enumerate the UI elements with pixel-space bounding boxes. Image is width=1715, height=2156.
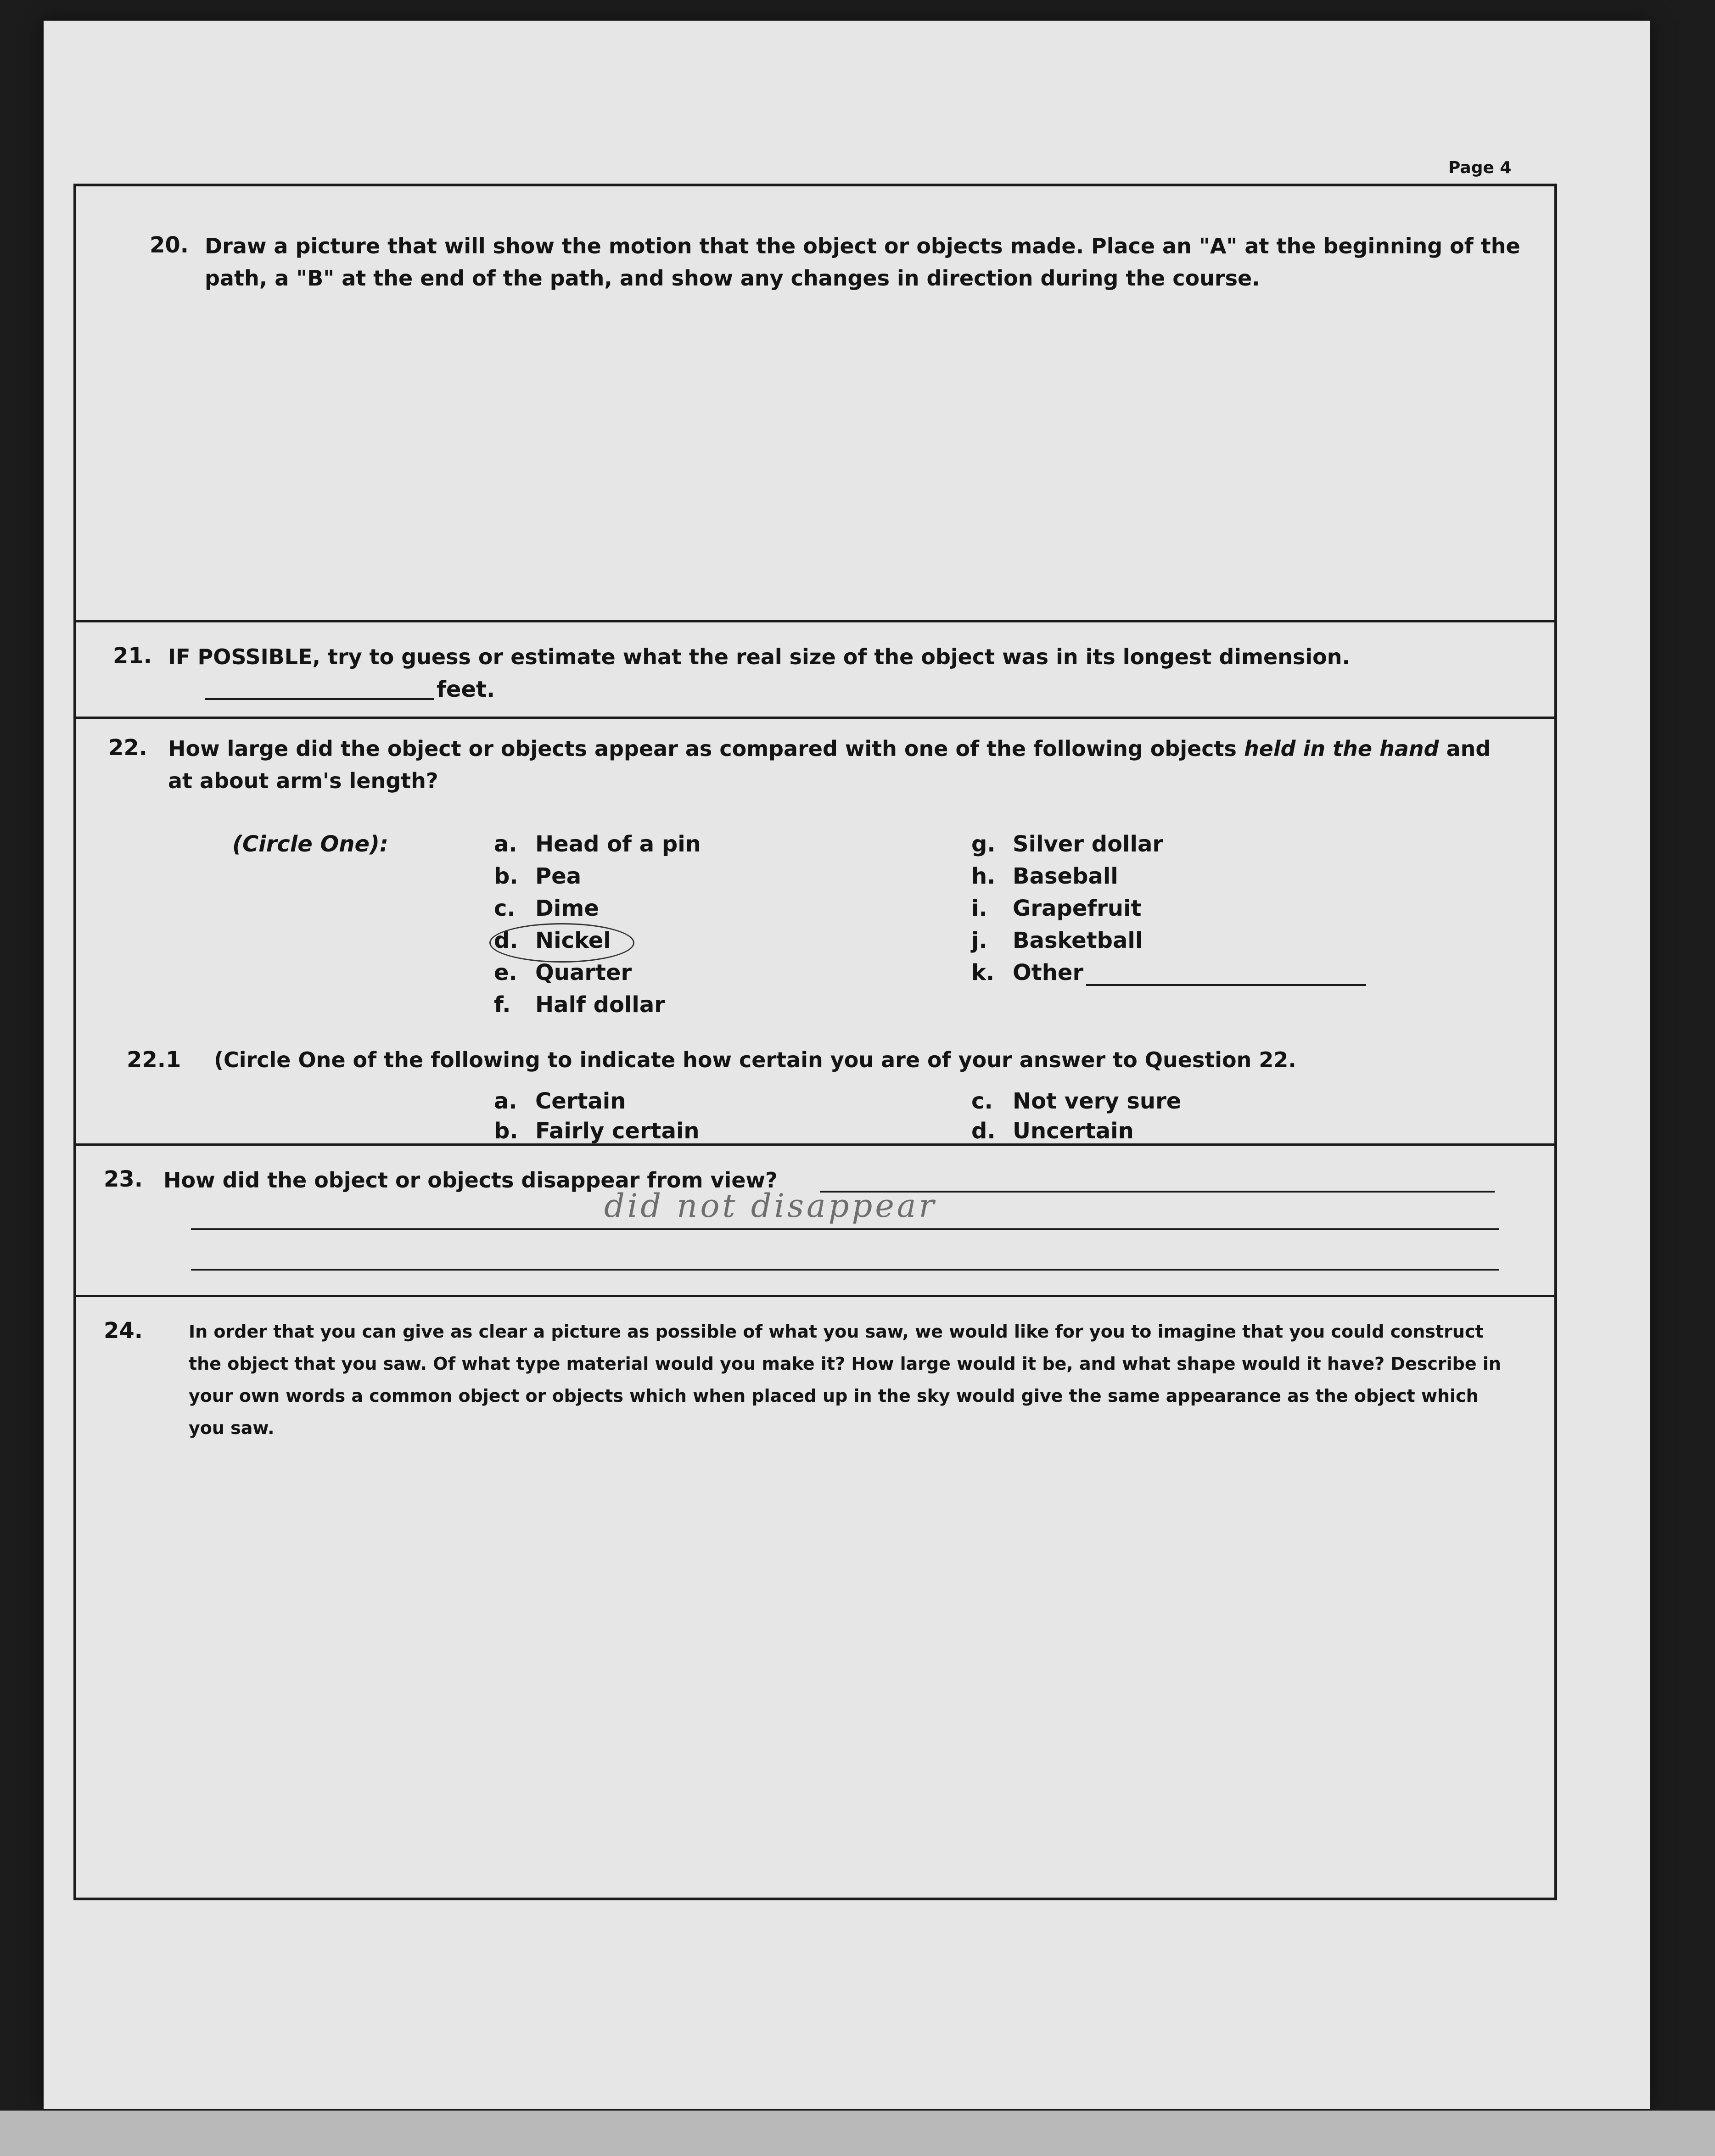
handwritten-answer: did not disappear (604, 1187, 937, 1225)
scan-bottom-band (0, 2111, 1715, 2156)
option-h[interactable] (971, 863, 1118, 889)
option-label: Other (1013, 960, 1084, 986)
option-label: Quarter (535, 960, 632, 986)
option-k[interactable] (971, 960, 1083, 986)
answer-area[interactable] (104, 1449, 1527, 1876)
unit-label: feet. (437, 677, 495, 702)
option-g[interactable] (971, 831, 1163, 857)
question-number: 20. (150, 232, 189, 258)
option-c[interactable] (494, 896, 599, 921)
option-letter: e. (494, 960, 517, 986)
option-letter: c. (971, 1088, 993, 1114)
option-a[interactable] (494, 831, 701, 857)
option-letter: b. (494, 1118, 518, 1144)
option-letter: a. (494, 831, 517, 857)
option-label: Basketball (1013, 928, 1143, 953)
selection-circle (489, 923, 634, 963)
option-label: Uncertain (1013, 1118, 1134, 1144)
option-letter: k. (971, 960, 995, 986)
question-text: (Circle One of the following to indicate how certain you are of your answer to Question 22. (214, 1047, 1296, 1072)
answer-line-2[interactable] (191, 1228, 1499, 1230)
option-letter: c. (494, 896, 516, 921)
option-letter: g. (971, 831, 996, 857)
option-letter: d. (971, 1118, 996, 1144)
option-label: Baseball (1013, 863, 1118, 889)
question-text (168, 733, 1499, 797)
option-label: Nickel (535, 928, 611, 953)
option-label: Pea (535, 863, 582, 889)
option-j[interactable] (971, 928, 1143, 953)
option-label: Half dollar (535, 992, 665, 1018)
page-number: Page 4 (1448, 158, 1512, 177)
question-22-section (76, 719, 1554, 1146)
question-text-end: and at about arm's length? (168, 736, 1491, 793)
option-letter: d. (494, 928, 518, 953)
question-text: IF POSSIBLE, try to guess or estimate what the real size of the object was in its longest dimension. (168, 644, 1350, 669)
option-letter: i. (971, 896, 987, 921)
option-label: Fairly certain (535, 1118, 700, 1144)
question-text-emphasis: held in the hand (1244, 736, 1439, 761)
option-letter: h. (971, 863, 996, 889)
option-f[interactable] (494, 992, 665, 1018)
question-number: 22. (108, 735, 148, 761)
option-label: Not very sure (1013, 1088, 1182, 1114)
question-text: Draw a picture that will show the motion that the object or objects made. Place an "A" at the beginning of the path, a "B" at the end of the path, and show any changes in direction during the course. (205, 234, 1520, 291)
drawing-area[interactable] (104, 306, 1527, 599)
option-label: Silver dollar (1013, 831, 1164, 857)
option-label: Grapefruit (1013, 896, 1142, 921)
question-23-section (76, 1146, 1554, 1297)
other-answer-line[interactable] (1086, 984, 1366, 986)
option-e[interactable] (494, 960, 632, 986)
option-letter: f. (494, 992, 511, 1018)
option-label: Certain (535, 1088, 626, 1114)
question-text-plain: How large did the object or objects appear as compared with one of the following objects (168, 736, 1237, 761)
option-letter: a. (494, 1088, 517, 1114)
option-letter: b. (494, 863, 518, 889)
certainty-option-b[interactable] (494, 1118, 700, 1144)
certainty-option-d[interactable] (971, 1118, 1134, 1144)
question-number: 24. (104, 1318, 143, 1344)
question-text: In order that you can give as clear a picture as possible of what you saw, we would like for you to imagine that you could construct the object that you saw. Of what type material would you make it? How large would it be, and what shape would it have? Describe in your own words a common object or objects which when placed up in the sky would give the same appearance as the object which you saw. (189, 1322, 1501, 1438)
option-label: Head of a pin (535, 831, 701, 857)
option-label: Dime (535, 896, 599, 921)
size-answer-line[interactable] (205, 698, 434, 700)
certainty-option-a[interactable] (494, 1088, 626, 1114)
question-number: 22.1 (127, 1047, 181, 1073)
question-number: 23. (104, 1166, 143, 1192)
question-number: 21. (113, 643, 152, 669)
answer-line-3[interactable] (191, 1269, 1499, 1271)
question-21-section (76, 622, 1554, 719)
option-letter: j. (971, 928, 987, 953)
option-i[interactable] (971, 896, 1142, 921)
option-b[interactable] (494, 863, 581, 889)
question-24-section (76, 1297, 1554, 1898)
circle-one-label: (Circle One): (232, 831, 389, 857)
questionnaire-form (73, 184, 1557, 1900)
question-text: How did the object or objects disappear from view? (163, 1168, 778, 1193)
certainty-option-c[interactable] (971, 1088, 1181, 1114)
question-20-section (76, 186, 1554, 622)
